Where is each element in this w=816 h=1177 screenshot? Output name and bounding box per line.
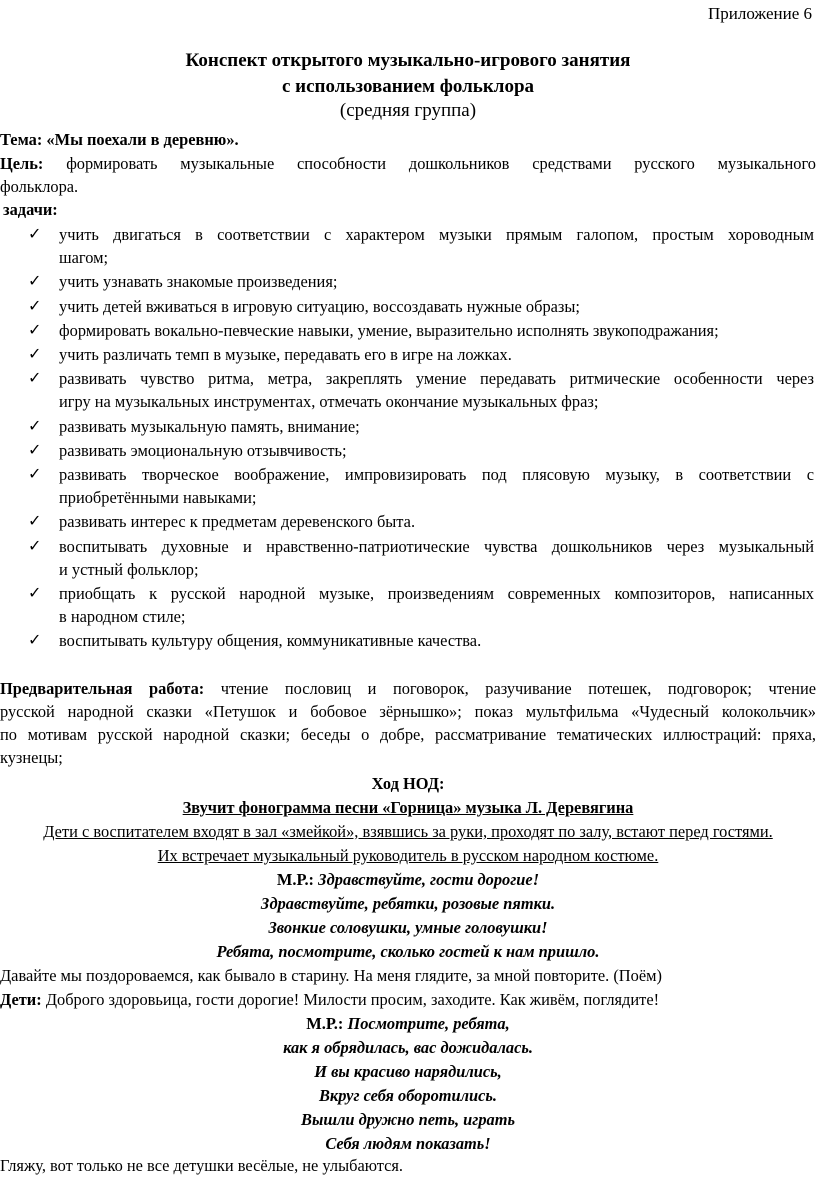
check-icon: ✓ <box>28 226 42 243</box>
check-icon: ✓ <box>28 297 42 315</box>
task-item <box>0 510 816 533</box>
theme-line <box>0 128 816 151</box>
tasks-label <box>3 198 816 221</box>
goal-line-1 <box>0 152 816 175</box>
theme-label: Тема: <box>0 130 43 149</box>
task-item <box>0 535 816 558</box>
task-item-cont <box>0 246 816 269</box>
task-text: развивать чувство ритма, метра, закреплять умение передавать ритмические особенности через <box>59 369 814 389</box>
task-item-cont <box>0 486 816 509</box>
poem-line-4: Вкруг себя оборотились. <box>318 1086 498 1105</box>
poem-line-1 <box>0 1012 816 1035</box>
task-text: приобретёнными навыками; <box>59 488 257 508</box>
prelim-line-1 <box>0 677 816 700</box>
goal-line-2: фольклора. <box>0 177 79 196</box>
check-icon: ✓ <box>28 441 42 459</box>
poem-line-5: Вышли дружно петь, играть <box>301 1110 515 1129</box>
doc-title-line-2: с использованием фольклора <box>281 76 535 97</box>
theme-text: «Мы поехали в деревню». <box>46 130 239 149</box>
task-text: формировать вокально-певческие навыки, умение, выразительно исполнять звукоподражания; <box>59 320 719 340</box>
task-text: развивать эмоциональную отзывчивость; <box>59 440 347 460</box>
task-text: развивать творческое воображение, импровизировать под плясовую музыку, в соответствии с <box>59 465 814 485</box>
task-item <box>0 295 816 318</box>
prelim-line-2: русской народной сказки «Петушок и бобовое зёрнышко»; показ мультфильма «Чудесный колокольчик» <box>0 702 816 721</box>
task-item <box>0 463 816 486</box>
enter-line-1: Дети с воспитателем входят в зал «змейкой», взявшись за руки, проходят по залу, встают перед гостями. <box>43 822 773 841</box>
check-icon: ✓ <box>28 417 42 435</box>
check-icon: ✓ <box>28 537 42 555</box>
greet-line: Давайте мы поздороваемся, как бывало в старину. На меня глядите, за мной повторите. (Поём) <box>0 966 662 985</box>
task-text: учить детей вживаться в игровую ситуацию, воссоздавать нужные образы; <box>59 296 580 316</box>
check-icon: ✓ <box>28 632 42 650</box>
task-text: приобщать к русской народной музыке, произведениям современных композиторов, написанных <box>59 584 814 604</box>
mr-line-2: Здравствуйте, ребятки, розовые пятки. <box>260 894 556 913</box>
check-icon: ✓ <box>28 513 42 531</box>
task-text: игру на музыкальных инструментах, отмечать окончание музыкальных фраз; <box>59 392 599 412</box>
task-text: развивать интерес к предметам деревенского быта. <box>59 512 416 532</box>
task-text: в народном стиле; <box>59 607 186 627</box>
course-heading: Ход НОД: <box>371 774 445 793</box>
prelim-line-3: по мотивам русской народной сказки; беседы о добре, рассматривание тематических иллюстраций: пряха, <box>0 725 816 744</box>
mr-line-1 <box>0 868 816 891</box>
check-icon: ✓ <box>28 370 42 388</box>
task-item <box>0 319 816 342</box>
task-text: воспитывать культуру общения, коммуникативные качества. <box>59 631 482 651</box>
task-item <box>0 223 816 246</box>
mr-line-4: Ребята, посмотрите, сколько гостей к нам пришло. <box>216 942 600 961</box>
last-line: Гляжу, вот только не все детушки весёлые, не улыбаются. <box>0 1156 404 1175</box>
prelim-text-1: чтение пословиц и поговорок, разучивание потешек, подговорок; чтение <box>220 679 816 698</box>
prelim-line-4: кузнецы; <box>0 748 63 767</box>
poem-line-2: как я обрядилась, вас дожидалась. <box>283 1038 533 1057</box>
task-item-cont <box>0 390 816 413</box>
task-text: воспитывать духовные и нравственно-патриотические чувства дошкольников через музыкальный <box>59 536 814 556</box>
kids-label: Дети: <box>0 990 42 1009</box>
task-item <box>0 343 816 366</box>
task-item <box>0 367 816 390</box>
mr-text-1: Здравствуйте, гости дорогие! <box>318 870 540 889</box>
mr-label: М.Р.: <box>276 870 315 889</box>
task-item <box>0 582 816 605</box>
task-item <box>0 629 816 652</box>
task-text: учить двигаться в соответствии с характером музыки прямым галопом, простым хороводным <box>59 225 814 244</box>
poem-text-1: Посмотрите, ребята, <box>347 1014 510 1033</box>
task-text: и устный фольклор; <box>59 559 199 579</box>
check-icon: ✓ <box>28 585 42 603</box>
mr-line-3: Звонкие соловушки, умные головушки! <box>268 918 548 937</box>
appendix-label: Приложение 6 <box>708 4 812 23</box>
doc-subtitle: (средняя группа) <box>339 100 477 121</box>
sound-line: Звучит фонограмма песни «Горница» музыка Л. Деревягина <box>182 798 634 817</box>
check-icon: ✓ <box>28 466 42 484</box>
task-item-cont <box>0 558 816 581</box>
poem-line-6: Себя людям показать! <box>325 1134 491 1153</box>
task-text: учить узнавать знакомые произведения; <box>59 272 338 292</box>
check-icon: ✓ <box>28 346 42 364</box>
task-item <box>0 439 816 462</box>
mr-label-2: М.Р.: <box>306 1014 344 1033</box>
task-text: шагом; <box>59 248 109 268</box>
task-text: развивать музыкальную память, внимание; <box>59 416 360 436</box>
doc-title-line-1: Конспект открытого музыкально-игрового занятия <box>185 50 631 71</box>
kids-line <box>0 988 816 1011</box>
goal-label: Цель: <box>0 154 44 173</box>
enter-line-2: Их встречает музыкальный руководитель в русском народном костюме. <box>157 846 659 865</box>
prelim-label: Предварительная работа: <box>0 679 205 698</box>
poem-line-3: И вы красиво нарядились, <box>314 1062 502 1081</box>
task-text: учить различать темп в музыке, передавать его в игре на ложках. <box>59 345 512 365</box>
tasks-list <box>0 223 816 654</box>
check-icon: ✓ <box>28 273 42 291</box>
tasks-label-text: задачи: <box>3 200 58 219</box>
check-icon: ✓ <box>28 321 42 339</box>
goal-text-1: формировать музыкальные способности дошкольников средствами русского музыкального <box>66 154 816 173</box>
kids-text: Доброго здоровьица, гости дорогие! Милости просим, заходите. Как живём, поглядите! <box>45 990 660 1009</box>
task-item <box>0 270 816 293</box>
task-item-cont <box>0 605 816 628</box>
task-item <box>0 415 816 438</box>
